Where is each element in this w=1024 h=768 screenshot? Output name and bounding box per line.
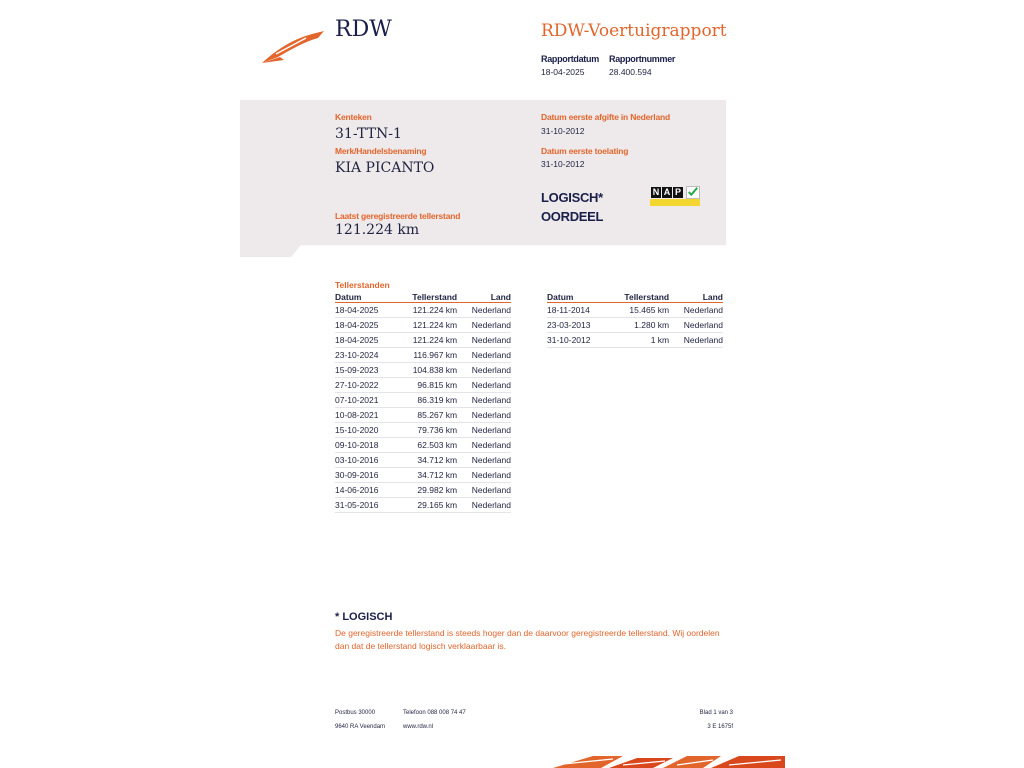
first-nl-label: Datum eerste afgifte in Nederland xyxy=(541,112,670,122)
cell-reading: 104.838 km xyxy=(385,363,459,378)
cell-date: 23-10-2024 xyxy=(335,348,385,363)
cell-reading: 116.967 km xyxy=(385,348,459,363)
table-row xyxy=(335,318,511,333)
footer-postbus: Postbus 30000 xyxy=(335,710,376,716)
table-row xyxy=(335,408,511,423)
nap-badge xyxy=(650,186,700,206)
cell-date: 09-10-2018 xyxy=(335,438,385,453)
table-row xyxy=(547,303,723,318)
report-number: 28.400.594 xyxy=(609,67,652,77)
cell-date: 18-04-2025 xyxy=(335,303,385,318)
report-date: 18-04-2025 xyxy=(541,67,585,77)
report-date-label: Rapportdatum xyxy=(541,54,599,64)
footer-document-code: 3 E 1675f xyxy=(707,724,733,730)
readings-table-right xyxy=(547,291,723,348)
cell-country: Nederland xyxy=(459,483,511,498)
cell-country: Nederland xyxy=(459,318,511,333)
cell-country: Nederland xyxy=(459,393,511,408)
first-nl-value: 31-10-2012 xyxy=(541,126,585,136)
cell-country: Nederland xyxy=(459,378,511,393)
footer-phone: Telefoon 088 008 74 47 xyxy=(403,710,466,716)
table-row xyxy=(547,333,723,348)
cell-country: Nederland xyxy=(459,468,511,483)
table-row xyxy=(335,333,511,348)
column-header-country: Land xyxy=(671,291,723,303)
table-header-row xyxy=(547,291,723,303)
table-row xyxy=(335,498,511,513)
cell-date: 30-09-2016 xyxy=(335,468,385,483)
cell-country: Nederland xyxy=(459,438,511,453)
table-row xyxy=(335,363,511,378)
readings-table-left xyxy=(335,291,511,513)
cell-reading: 29.165 km xyxy=(385,498,459,513)
cell-country: Nederland xyxy=(459,363,511,378)
readings-right-body xyxy=(547,303,723,348)
column-header-country: Land xyxy=(459,291,511,303)
footnote-text: De geregistreerde tellerstand is steeds hoger dan de daarvoor geregistreerde tellerstand. Wij oordelen dan dat de tellerstand logisch verklaarbaar is. xyxy=(335,628,720,651)
cell-country: Nederland xyxy=(459,423,511,438)
table-row xyxy=(335,468,511,483)
nap-letter-a: A xyxy=(663,187,671,197)
column-header-date: Datum xyxy=(547,291,597,303)
cell-reading: 62.503 km xyxy=(385,438,459,453)
cell-reading: 1 km xyxy=(597,333,671,348)
cell-country: Nederland xyxy=(459,408,511,423)
cell-country: Nederland xyxy=(671,303,723,318)
cell-date: 10-08-2021 xyxy=(335,408,385,423)
mileage-value: 121.224 km xyxy=(335,222,420,238)
cell-reading: 86.319 km xyxy=(385,393,459,408)
table-row xyxy=(335,348,511,363)
cell-reading: 121.224 km xyxy=(385,303,459,318)
table-row xyxy=(547,318,723,333)
cell-reading: 34.712 km xyxy=(385,468,459,483)
cell-date: 31-10-2012 xyxy=(547,333,597,348)
cell-date: 15-09-2023 xyxy=(335,363,385,378)
cell-date: 15-10-2020 xyxy=(335,423,385,438)
footer-city: 9640 RA Veendam xyxy=(335,724,386,730)
footnote-title: * LOGISCH xyxy=(335,611,393,623)
cell-country: Nederland xyxy=(459,348,511,363)
cell-country: Nederland xyxy=(459,333,511,348)
cell-date: 23-03-2013 xyxy=(547,318,597,333)
cell-reading: 15.465 km xyxy=(597,303,671,318)
first-admission-label: Datum eerste toelating xyxy=(541,146,629,156)
column-header-reading: Tellerstand xyxy=(597,291,671,303)
checkmark-icon xyxy=(686,186,700,199)
table-row xyxy=(335,438,511,453)
cell-date: 27-10-2022 xyxy=(335,378,385,393)
cell-date: 18-11-2014 xyxy=(547,303,597,318)
cell-date: 18-04-2025 xyxy=(335,333,385,348)
column-header-reading: Tellerstand xyxy=(385,291,459,303)
cell-date: 03-10-2016 xyxy=(335,453,385,468)
cell-country: Nederland xyxy=(671,318,723,333)
cell-date: 07-10-2021 xyxy=(335,393,385,408)
table-header-row xyxy=(335,291,511,303)
plate-label: Kenteken xyxy=(335,112,372,122)
cell-reading: 96.815 km xyxy=(385,378,459,393)
make-value: KIA PICANTO xyxy=(335,160,435,176)
cell-reading: 79.736 km xyxy=(385,423,459,438)
footer-page-number: Blad 1 van 3 xyxy=(699,710,733,716)
table-row xyxy=(335,378,511,393)
rdw-stripe-decoration xyxy=(553,754,785,768)
rdw-logo-icon xyxy=(260,30,326,66)
first-admission-value: 31-10-2012 xyxy=(541,159,585,169)
cell-country: Nederland xyxy=(459,498,511,513)
mileage-label: Laatst geregistreerde tellerstand xyxy=(335,211,461,221)
cell-country: Nederland xyxy=(671,333,723,348)
cell-date: 14-06-2016 xyxy=(335,483,385,498)
footer-website-link[interactable]: www.rdw.nl xyxy=(403,724,434,730)
report-number-label: Rapportnummer xyxy=(609,54,676,64)
cell-country: Nederland xyxy=(459,453,511,468)
cell-reading: 121.224 km xyxy=(385,318,459,333)
report-title: RDW-Voertuigrapport xyxy=(541,21,727,41)
cell-reading: 121.224 km xyxy=(385,333,459,348)
table-row xyxy=(335,453,511,468)
cell-reading: 34.712 km xyxy=(385,453,459,468)
cell-reading: 29.982 km xyxy=(385,483,459,498)
make-label: Merk/Handelsbenaming xyxy=(335,146,427,156)
column-header-date: Datum xyxy=(335,291,385,303)
cell-reading: 1.280 km xyxy=(597,318,671,333)
cell-reading: 85.267 km xyxy=(385,408,459,423)
nap-letter-p: P xyxy=(674,187,681,197)
readings-title: Tellerstanden xyxy=(335,280,390,290)
readings-left-body xyxy=(335,303,511,513)
table-row xyxy=(335,423,511,438)
table-row xyxy=(335,393,511,408)
cell-date: 31-05-2016 xyxy=(335,498,385,513)
nap-letter-n: N xyxy=(652,187,660,197)
brand-name: RDW xyxy=(335,17,392,42)
table-row xyxy=(335,303,511,318)
table-row xyxy=(335,483,511,498)
verdict xyxy=(541,188,603,226)
verdict-line-1: LOGISCH* xyxy=(541,190,603,205)
cell-date: 18-04-2025 xyxy=(335,318,385,333)
cell-country: Nederland xyxy=(459,303,511,318)
summary-panel xyxy=(240,100,726,257)
plate-value: 31-TTN-1 xyxy=(335,126,402,142)
nap-badge-stripe xyxy=(650,199,700,206)
verdict-line-2: OORDEEL xyxy=(541,209,604,224)
